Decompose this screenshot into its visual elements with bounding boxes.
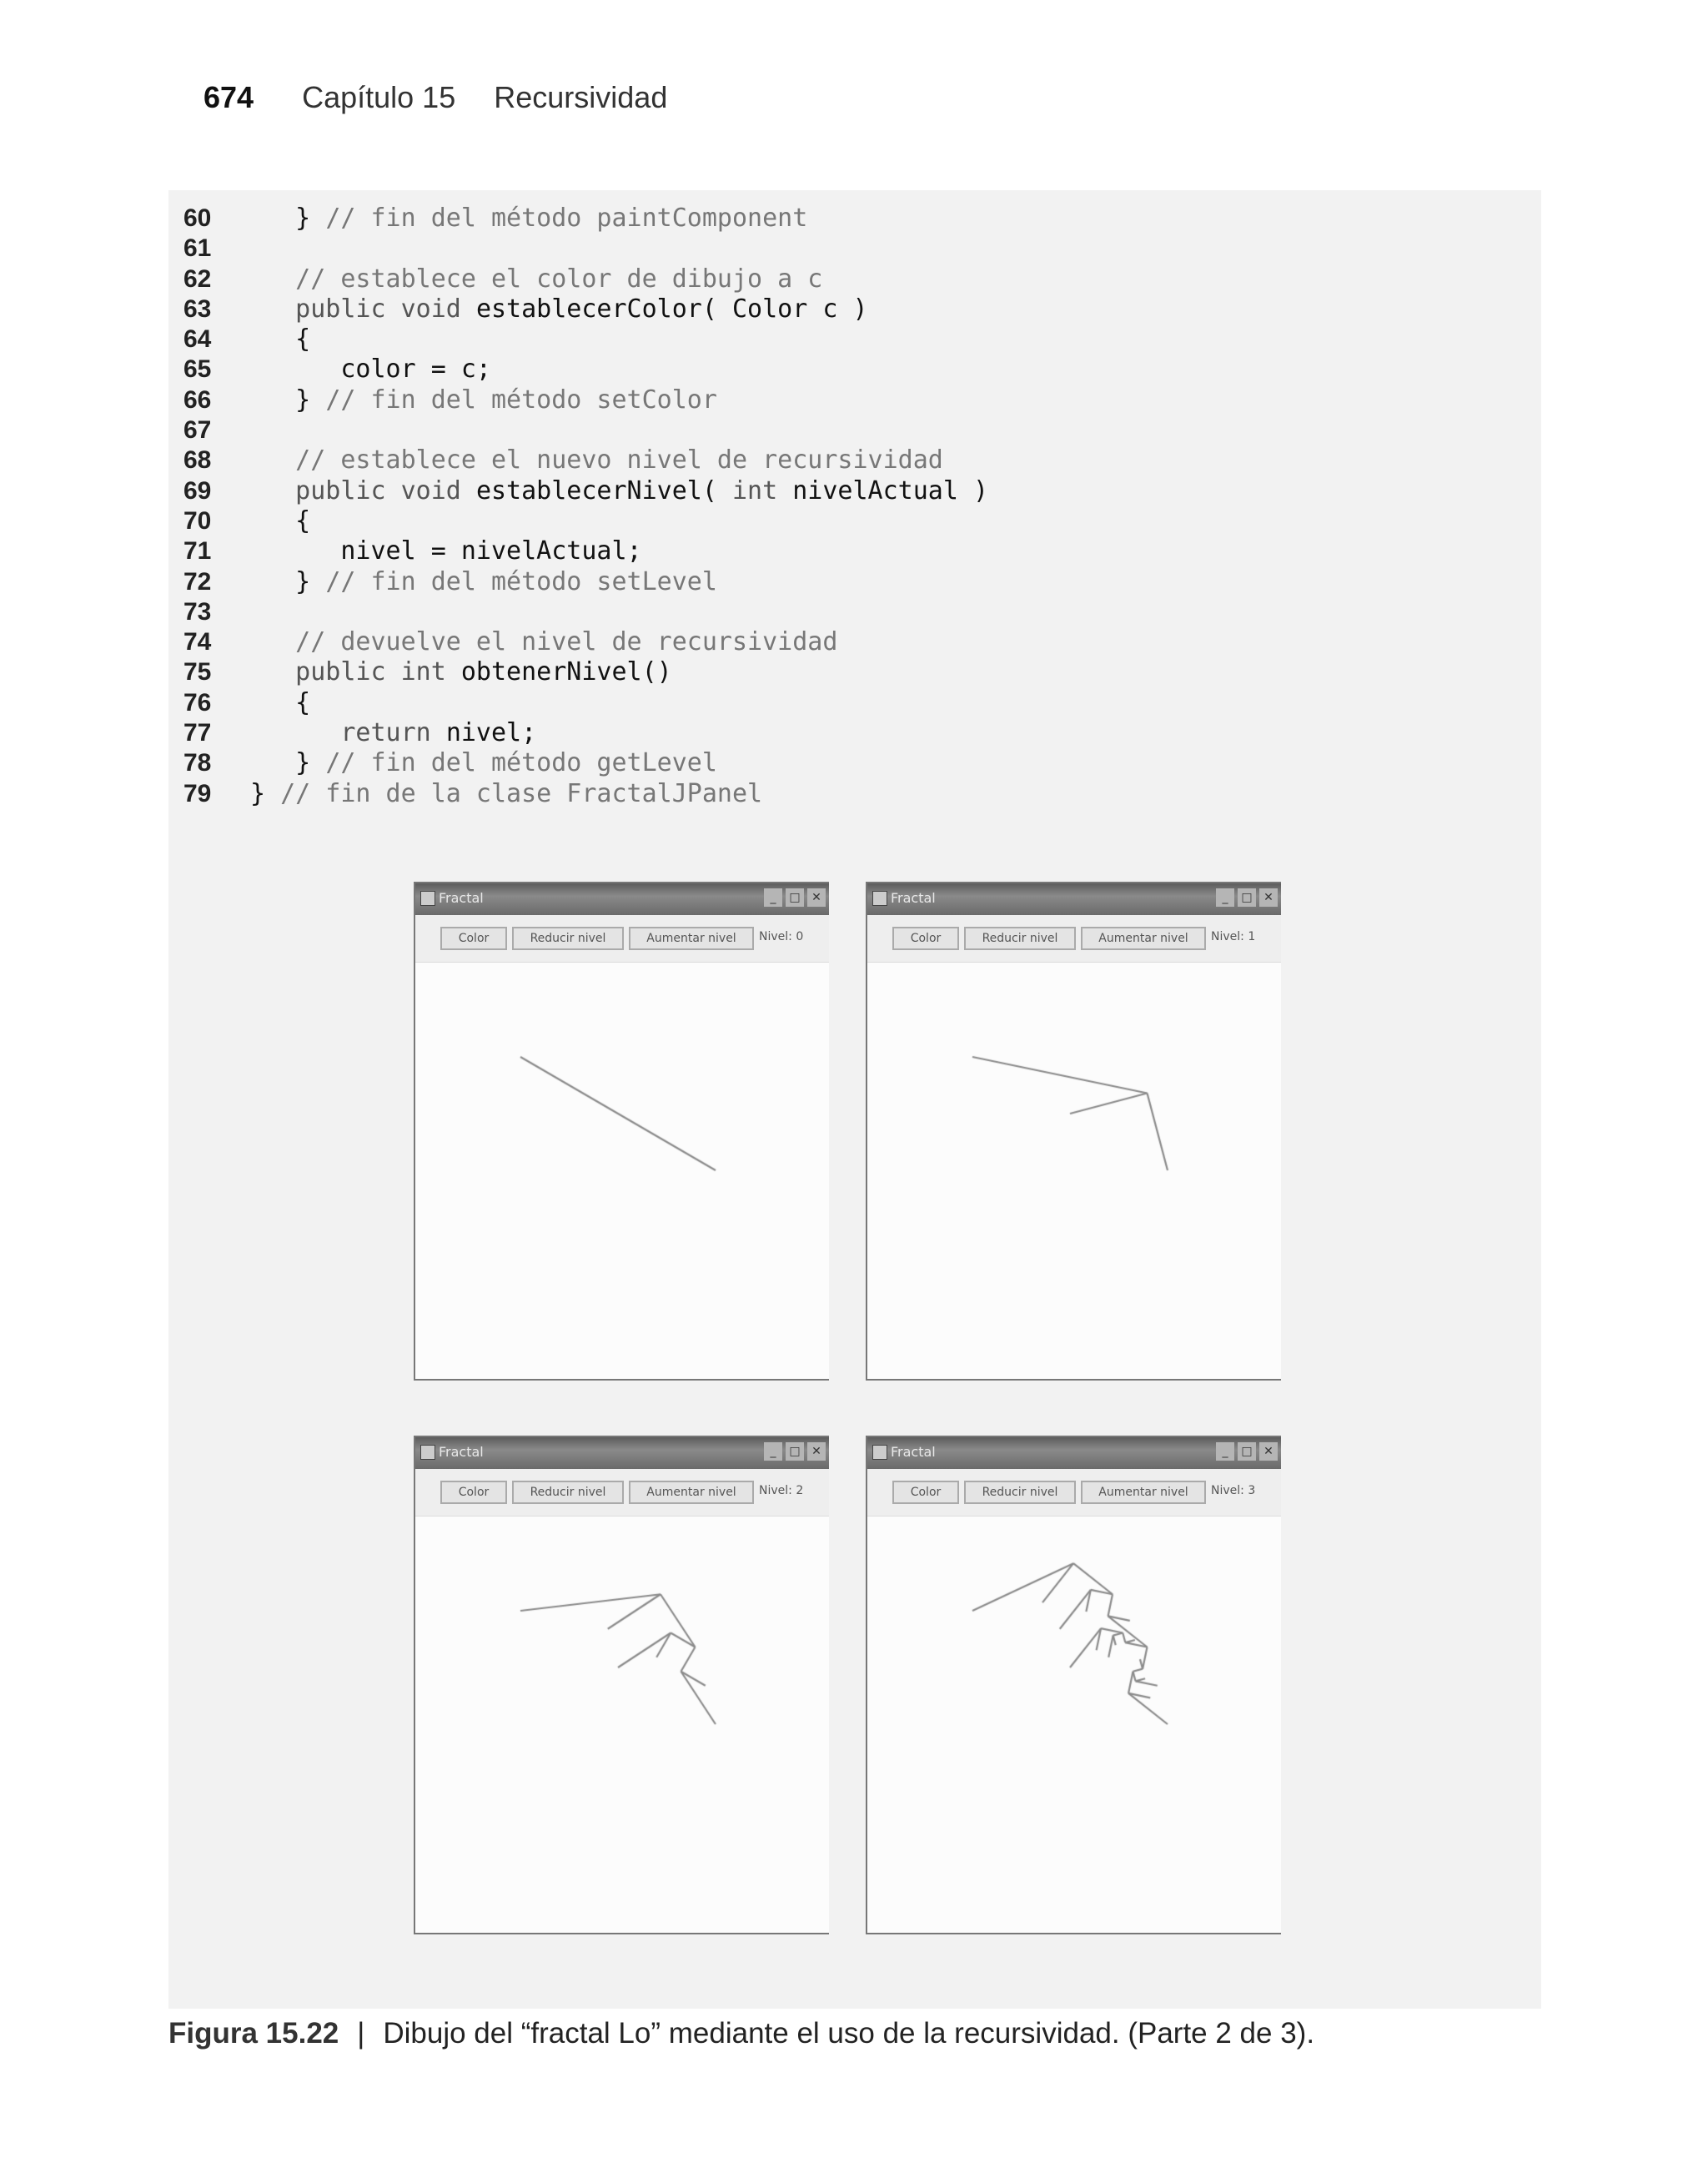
code-token: public void	[250, 475, 476, 506]
code-text	[250, 657, 672, 687]
page-number: 674	[203, 80, 254, 114]
app-icon	[420, 1445, 435, 1460]
fractal-canvas	[415, 962, 829, 1379]
chapter-number: Capítulo 15	[302, 80, 456, 114]
fractal-window	[414, 882, 829, 1381]
caption-label: Figura 15.22	[168, 2017, 339, 2050]
color-button[interactable]: Color	[440, 1481, 507, 1504]
code-comment: // fin de la clase FractalJPanel	[280, 778, 763, 808]
code-text	[250, 748, 717, 778]
toolbar	[867, 915, 1281, 963]
line-number: 62	[183, 264, 212, 293]
reduce-level-button[interactable]: Reducir nivel	[964, 927, 1076, 950]
app-icon	[420, 891, 435, 906]
increase-level-button[interactable]: Aumentar nivel	[629, 1481, 754, 1504]
code-token: int	[731, 475, 793, 506]
fractal-window	[414, 1436, 829, 1934]
code-comment: // fin del método setLevel	[325, 566, 717, 596]
line-number: 78	[183, 749, 212, 777]
level-label: Nivel: 1	[1211, 930, 1256, 943]
toolbar	[415, 915, 829, 963]
app-icon	[872, 1445, 887, 1460]
code-comment: // devuelve el nivel de recursividad	[250, 627, 838, 657]
window-title: Fractal	[891, 1444, 936, 1460]
color-button[interactable]: Color	[892, 927, 959, 950]
line-number: 69	[183, 476, 212, 505]
code-token: obtenerNivel()	[460, 657, 672, 687]
increase-level-button[interactable]: Aumentar nivel	[629, 927, 754, 950]
maximize-icon[interactable]: □	[786, 888, 804, 907]
code-text	[250, 445, 943, 475]
level-label: Nivel: 3	[1211, 1484, 1256, 1497]
code-token: {	[250, 506, 311, 536]
line-number: 61	[183, 234, 212, 263]
code-text	[250, 506, 310, 536]
line-number: 65	[183, 355, 212, 384]
code-token: nivelActual )	[792, 475, 989, 506]
window-title: Fractal	[891, 890, 936, 906]
window-titlebar[interactable]	[867, 1437, 1281, 1469]
window-titlebar[interactable]	[415, 1437, 829, 1469]
caption-text: Dibujo del “fractal Lo” mediante el uso de la recursividad. (Parte 2 de 3).	[383, 2017, 1315, 2050]
code-text	[250, 204, 807, 234]
code-token: }	[250, 748, 326, 778]
reduce-level-button[interactable]: Reducir nivel	[512, 1481, 624, 1504]
fractal-canvas	[415, 1516, 829, 1933]
code-text	[250, 567, 717, 597]
color-button[interactable]: Color	[440, 927, 507, 950]
app-icon	[872, 891, 887, 906]
code-text	[250, 688, 310, 718]
close-icon[interactable]: ✕	[1259, 888, 1278, 907]
line-number: 77	[183, 719, 212, 747]
code-token: {	[250, 687, 311, 717]
code-text	[250, 355, 491, 385]
code-comment: // establece el color de dibujo a c	[250, 264, 823, 294]
caption-separator: |	[357, 2017, 365, 2050]
code-token: }	[250, 778, 281, 808]
reduce-level-button[interactable]: Reducir nivel	[512, 927, 624, 950]
minimize-icon[interactable]: _	[1216, 888, 1234, 907]
window-titlebar[interactable]	[415, 883, 829, 915]
fractal-canvas	[867, 962, 1281, 1379]
maximize-icon[interactable]: □	[786, 1442, 804, 1461]
code-comment: // fin del método setColor	[325, 385, 717, 415]
toolbar	[415, 1469, 829, 1517]
code-text	[250, 718, 536, 748]
code-comment: // fin del método getLevel	[325, 748, 717, 778]
code-token: color = c;	[250, 355, 491, 385]
code-text	[250, 324, 310, 355]
code-text	[250, 294, 868, 324]
code-token: }	[250, 385, 326, 415]
window-titlebar[interactable]	[867, 883, 1281, 915]
line-number: 63	[183, 294, 212, 323]
line-number: 67	[183, 416, 212, 445]
close-icon[interactable]: ✕	[1259, 1442, 1278, 1461]
reduce-level-button[interactable]: Reducir nivel	[964, 1481, 1076, 1504]
window-title: Fractal	[439, 1444, 484, 1460]
line-number: 70	[183, 506, 212, 535]
code-token: establecerColor( Color c )	[475, 294, 868, 324]
figure-caption	[168, 2017, 1314, 2050]
maximize-icon[interactable]: □	[1238, 1442, 1256, 1461]
increase-level-button[interactable]: Aumentar nivel	[1081, 927, 1206, 950]
code-text	[250, 536, 642, 566]
line-number: 60	[183, 204, 212, 232]
code-token: {	[250, 324, 311, 355]
toolbar	[867, 1469, 1281, 1517]
code-token: }	[250, 566, 326, 596]
minimize-icon[interactable]: _	[764, 1442, 782, 1461]
code-text	[250, 476, 988, 506]
code-token: nivel;	[445, 718, 537, 748]
code-token: public int	[250, 657, 461, 687]
minimize-icon[interactable]: _	[1216, 1442, 1234, 1461]
close-icon[interactable]: ✕	[807, 888, 826, 907]
code-token: return	[250, 718, 446, 748]
fractal-canvas	[867, 1516, 1281, 1933]
level-label: Nivel: 0	[759, 930, 804, 943]
line-number: 73	[183, 597, 212, 626]
window-title: Fractal	[439, 890, 484, 906]
maximize-icon[interactable]: □	[1238, 888, 1256, 907]
line-number: 64	[183, 325, 212, 354]
code-comment: // fin del método paintComponent	[325, 204, 808, 233]
running-head	[203, 80, 667, 115]
chapter-title: Recursividad	[494, 80, 668, 114]
line-number: 68	[183, 446, 212, 475]
code-token: }	[250, 204, 326, 233]
line-number: 75	[183, 658, 212, 687]
code-token: public void	[250, 294, 476, 324]
code-text	[250, 779, 762, 809]
fractal-window	[866, 1436, 1281, 1934]
code-token: establecerNivel(	[475, 475, 732, 506]
line-number: 72	[183, 567, 212, 596]
minimize-icon[interactable]: _	[764, 888, 782, 907]
line-number: 71	[183, 537, 212, 566]
code-comment: // establece el nuevo nivel de recursividad	[250, 445, 943, 475]
code-token: nivel = nivelActual;	[250, 536, 642, 566]
line-number: 74	[183, 628, 212, 656]
line-number: 76	[183, 688, 212, 717]
code-text	[250, 385, 717, 415]
increase-level-button[interactable]: Aumentar nivel	[1081, 1481, 1206, 1504]
close-icon[interactable]: ✕	[807, 1442, 826, 1461]
code-text	[250, 627, 837, 657]
code-text	[250, 264, 822, 294]
line-number: 79	[183, 779, 212, 807]
fractal-window	[866, 882, 1281, 1381]
color-button[interactable]: Color	[892, 1481, 959, 1504]
line-number: 66	[183, 385, 212, 414]
level-label: Nivel: 2	[759, 1484, 804, 1497]
